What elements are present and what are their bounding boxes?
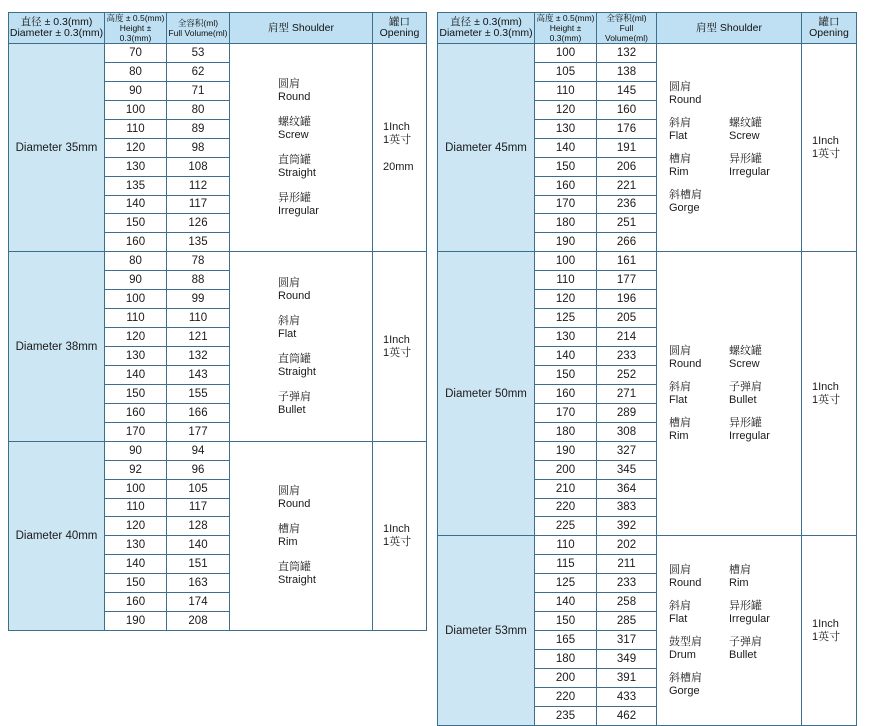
- height-cell: 105: [535, 62, 597, 81]
- volume-cell: 98: [167, 138, 230, 157]
- shoulder-item: [729, 381, 799, 407]
- height-cell: 120: [535, 290, 597, 309]
- shoulder-zh: 螺纹罐: [729, 116, 762, 129]
- height-cell: 120: [105, 517, 167, 536]
- shoulder-en: Rim: [278, 535, 298, 548]
- shoulder-en: Screw: [729, 357, 760, 370]
- shoulder-item: [669, 345, 729, 371]
- volume-cell: 71: [167, 81, 230, 100]
- volume-cell: 317: [597, 631, 657, 650]
- opening-line: 1Inch: [383, 333, 410, 346]
- shoulder-en: Flat: [669, 129, 688, 142]
- shoulder-grid: [657, 81, 801, 215]
- shoulder-cell: [657, 44, 802, 252]
- shoulder-en: Bullet: [729, 648, 757, 661]
- shoulder-item: [278, 116, 372, 142]
- left-spec-table: [8, 12, 427, 631]
- volume-cell: 110: [167, 309, 230, 328]
- header-row: [9, 13, 427, 44]
- shoulder-item: [729, 600, 799, 626]
- volume-cell: 271: [597, 384, 657, 403]
- height-cell: 110: [105, 309, 167, 328]
- height-cell: 120: [535, 100, 597, 119]
- volume-cell: 132: [167, 347, 230, 366]
- shoulder-item: [278, 561, 372, 587]
- shoulder-zh: 鼓型肩: [669, 635, 702, 648]
- height-cell: 160: [535, 176, 597, 195]
- shoulder-en: Screw: [278, 128, 309, 141]
- shoulder-item: [278, 154, 372, 180]
- opening-text: [373, 121, 426, 174]
- shoulder-zh: 槽肩: [669, 152, 691, 165]
- shoulder-grid: [657, 345, 801, 443]
- shoulder-zh: 异形罐: [278, 191, 311, 204]
- shoulder-zh: 异形罐: [729, 416, 762, 429]
- shoulder-item: [729, 564, 799, 590]
- height-cell: 170: [535, 403, 597, 422]
- volume-cell: 289: [597, 403, 657, 422]
- shoulder-en: Irregular: [729, 165, 770, 178]
- height-cell: 115: [535, 555, 597, 574]
- volume-cell: 308: [597, 422, 657, 441]
- shoulder-item: [729, 672, 799, 698]
- volume-cell: 94: [167, 441, 230, 460]
- shoulder-en: Rim: [669, 429, 689, 442]
- height-cell: 210: [535, 479, 597, 498]
- opening-cell: [373, 44, 427, 252]
- volume-cell: 266: [597, 233, 657, 252]
- table-row: [9, 441, 427, 460]
- volume-cell: 132: [597, 44, 657, 63]
- volume-cell: 99: [167, 290, 230, 309]
- shoulder-cell: [657, 252, 802, 536]
- shoulder-item: [669, 81, 729, 107]
- height-cell: 150: [105, 574, 167, 593]
- shoulder-item: [669, 564, 729, 590]
- shoulder-item: [278, 78, 372, 104]
- height-cell: 70: [105, 44, 167, 63]
- opening-text: [373, 334, 426, 360]
- shoulder-zh: 槽肩: [669, 416, 691, 429]
- volume-cell: 391: [597, 668, 657, 687]
- opening-gap: [383, 147, 426, 161]
- volume-cell: 135: [167, 233, 230, 252]
- volume-cell: 138: [597, 62, 657, 81]
- volume-cell: 233: [597, 574, 657, 593]
- height-cell: 160: [535, 384, 597, 403]
- height-cell: 200: [535, 668, 597, 687]
- volume-header: 全容积(ml) Full Volume(ml): [167, 13, 230, 44]
- height-cell: 120: [105, 328, 167, 347]
- header-row: [438, 13, 857, 44]
- volume-cell: 206: [597, 157, 657, 176]
- volume-cell: 258: [597, 593, 657, 612]
- volume-cell: 462: [597, 706, 657, 725]
- shoulder-item: [669, 600, 729, 626]
- height-cell: 110: [105, 119, 167, 138]
- height-cell: 150: [535, 365, 597, 384]
- shoulder-zh: 子弹肩: [729, 380, 762, 393]
- volume-cell: 392: [597, 517, 657, 536]
- table-row: [438, 252, 857, 271]
- right-spec-table: [437, 12, 857, 726]
- volume-cell: 327: [597, 441, 657, 460]
- volume-cell: 96: [167, 460, 230, 479]
- opening-line: 1英寸: [812, 147, 841, 160]
- height-cell: 110: [535, 271, 597, 290]
- shoulder-en: Round: [669, 357, 702, 370]
- shoulder-en: Straight: [278, 365, 316, 378]
- shoulder-zh: 斜肩: [278, 314, 300, 327]
- shoulder-item: [729, 189, 799, 215]
- shoulder-en: Rim: [729, 576, 749, 589]
- shoulder-item: [669, 417, 729, 443]
- volume-cell: 80: [167, 100, 230, 119]
- opening-cell: [802, 536, 857, 725]
- opening-line: 1Inch: [383, 522, 410, 535]
- volume-cell: 166: [167, 403, 230, 422]
- diameter-header: 直径 ± 0.3(mm) Diameter ± 0.3(mm): [438, 13, 535, 44]
- shoulder-en: Flat: [669, 393, 688, 406]
- shoulder-zh: 异形罐: [729, 152, 762, 165]
- diameter-cell: Diameter 40mm: [9, 441, 105, 630]
- height-cell: 140: [105, 555, 167, 574]
- shoulder-list: [230, 78, 372, 218]
- diameter-cell: Diameter 38mm: [9, 252, 105, 441]
- height-cell: 150: [535, 157, 597, 176]
- shoulder-en: Flat: [669, 612, 688, 625]
- volume-cell: 105: [167, 479, 230, 498]
- shoulder-item: [669, 189, 729, 215]
- height-header: 高度 ± 0.5(mm) Height ± 0.3(mm): [536, 13, 595, 43]
- shoulder-header: 肩型 Shoulder: [657, 13, 802, 44]
- shoulder-zh: 螺纹罐: [278, 115, 311, 128]
- opening-text: [802, 618, 856, 644]
- volume-cell: 345: [597, 460, 657, 479]
- height-cell: 125: [535, 309, 597, 328]
- shoulder-zh: 异形罐: [729, 599, 762, 612]
- shoulder-en: Round: [278, 497, 311, 510]
- volume-cell: 174: [167, 593, 230, 612]
- height-cell: 100: [535, 44, 597, 63]
- shoulder-zh: 直筒罐: [278, 560, 311, 573]
- shoulder-list: [230, 485, 372, 587]
- shoulder-zh: 圆肩: [669, 563, 691, 576]
- table-row: [9, 44, 427, 63]
- volume-cell: 433: [597, 687, 657, 706]
- shoulder-en: Round: [278, 90, 311, 103]
- volume-cell: 145: [597, 81, 657, 100]
- opening-header: 罐口 Opening: [373, 13, 427, 44]
- opening-line: 1英寸: [812, 630, 841, 643]
- height-cell: 235: [535, 706, 597, 725]
- height-cell: 220: [535, 687, 597, 706]
- height-cell: 160: [105, 403, 167, 422]
- height-cell: 90: [105, 271, 167, 290]
- volume-cell: 112: [167, 176, 230, 195]
- volume-cell: 155: [167, 384, 230, 403]
- shoulder-zh: 直筒罐: [278, 352, 311, 365]
- volume-cell: 160: [597, 100, 657, 119]
- shoulder-en: Round: [669, 576, 702, 589]
- volume-cell: 78: [167, 252, 230, 271]
- height-cell: 150: [105, 214, 167, 233]
- shoulder-item: [729, 345, 799, 371]
- shoulder-zh: 斜肩: [669, 116, 691, 129]
- volume-cell: 117: [167, 195, 230, 214]
- shoulder-en: Irregular: [729, 429, 770, 442]
- volume-cell: 285: [597, 612, 657, 631]
- shoulder-grid: [657, 564, 801, 698]
- height-cell: 92: [105, 460, 167, 479]
- shoulder-item: [729, 417, 799, 443]
- height-cell: 130: [105, 347, 167, 366]
- volume-cell: 62: [167, 62, 230, 81]
- volume-cell: 88: [167, 271, 230, 290]
- volume-cell: 108: [167, 157, 230, 176]
- table-row: [9, 252, 427, 271]
- shoulder-zh: 斜槽肩: [669, 671, 702, 684]
- shoulder-en: Irregular: [729, 612, 770, 625]
- table-row: [438, 536, 857, 555]
- diameter-cell: Diameter 35mm: [9, 44, 105, 252]
- height-cell: 180: [535, 214, 597, 233]
- opening-line: 1英寸: [383, 346, 412, 359]
- height-cell: 150: [105, 384, 167, 403]
- shoulder-en: Flat: [278, 327, 297, 340]
- height-cell: 110: [535, 536, 597, 555]
- shoulder-zh: 槽肩: [729, 563, 751, 576]
- height-cell: 200: [535, 460, 597, 479]
- shoulder-en: Screw: [729, 129, 760, 142]
- shoulder-zh: 圆肩: [669, 344, 691, 357]
- diameter-cell: Diameter 50mm: [438, 252, 535, 536]
- volume-cell: 53: [167, 44, 230, 63]
- height-cell: 225: [535, 517, 597, 536]
- volume-cell: 383: [597, 498, 657, 517]
- height-cell: 110: [535, 81, 597, 100]
- volume-cell: 211: [597, 555, 657, 574]
- shoulder-en: Straight: [278, 166, 316, 179]
- shoulder-item: [669, 636, 729, 662]
- height-cell: 130: [535, 328, 597, 347]
- opening-line: 1Inch: [383, 121, 410, 134]
- shoulder-item: [669, 153, 729, 179]
- shoulder-item: [278, 192, 372, 218]
- diameter-cell: Diameter 45mm: [438, 44, 535, 252]
- shoulder-cell: [230, 441, 373, 630]
- volume-cell: 251: [597, 214, 657, 233]
- shoulder-item: [729, 117, 799, 143]
- volume-cell: 128: [167, 517, 230, 536]
- volume-cell: 233: [597, 347, 657, 366]
- shoulder-zh: 直筒罐: [278, 153, 311, 166]
- shoulder-zh: 斜槽肩: [669, 188, 702, 201]
- volume-cell: 151: [167, 555, 230, 574]
- opening-text: [802, 381, 856, 407]
- height-cell: 170: [105, 422, 167, 441]
- volume-cell: 208: [167, 612, 230, 631]
- volume-cell: 143: [167, 365, 230, 384]
- volume-cell: 117: [167, 498, 230, 517]
- shoulder-item: [278, 391, 372, 417]
- shoulder-header: 肩型 Shoulder: [230, 13, 373, 44]
- diameter-cell: Diameter 53mm: [438, 536, 535, 725]
- shoulder-item: [278, 523, 372, 549]
- opening-line: 1Inch: [812, 134, 839, 147]
- shoulder-cell: [230, 252, 373, 441]
- opening-cell: [373, 441, 427, 630]
- opening-line: 1Inch: [812, 380, 839, 393]
- shoulder-en: Bullet: [278, 403, 306, 416]
- height-cell: 190: [105, 612, 167, 631]
- height-cell: 190: [535, 233, 597, 252]
- volume-cell: 196: [597, 290, 657, 309]
- height-cell: 125: [535, 574, 597, 593]
- shoulder-zh: 圆肩: [278, 77, 300, 90]
- opening-cell: [802, 44, 857, 252]
- height-cell: 140: [535, 347, 597, 366]
- height-cell: 100: [105, 100, 167, 119]
- shoulder-en: Bullet: [729, 393, 757, 406]
- volume-cell: 214: [597, 328, 657, 347]
- height-cell: 140: [535, 138, 597, 157]
- shoulder-zh: 圆肩: [278, 484, 300, 497]
- opening-header: 罐口 Opening: [802, 13, 857, 44]
- shoulder-item: [278, 485, 372, 511]
- opening-line: 1Inch: [812, 617, 839, 630]
- shoulder-cell: [230, 44, 373, 252]
- volume-cell: 161: [597, 252, 657, 271]
- volume-cell: 252: [597, 365, 657, 384]
- shoulder-en: Straight: [278, 573, 316, 586]
- shoulder-en: Drum: [669, 648, 696, 661]
- height-cell: 130: [105, 536, 167, 555]
- shoulder-en: Gorge: [669, 201, 700, 214]
- volume-cell: 126: [167, 214, 230, 233]
- height-cell: 130: [105, 157, 167, 176]
- shoulder-en: Rim: [669, 165, 689, 178]
- shoulder-zh: 斜肩: [669, 599, 691, 612]
- height-cell: 170: [535, 195, 597, 214]
- volume-cell: 191: [597, 138, 657, 157]
- shoulder-item: [729, 636, 799, 662]
- opening-cell: [373, 252, 427, 441]
- volume-cell: 163: [167, 574, 230, 593]
- shoulder-item: [278, 353, 372, 379]
- volume-cell: 177: [167, 422, 230, 441]
- shoulder-zh: 子弹肩: [278, 390, 311, 403]
- volume-cell: 121: [167, 328, 230, 347]
- volume-cell: 236: [597, 195, 657, 214]
- height-cell: 100: [105, 479, 167, 498]
- height-cell: 180: [535, 422, 597, 441]
- height-cell: 100: [535, 252, 597, 271]
- volume-cell: 202: [597, 536, 657, 555]
- height-cell: 90: [105, 441, 167, 460]
- shoulder-en: Irregular: [278, 204, 319, 217]
- shoulder-en: Gorge: [669, 684, 700, 697]
- height-cell: 190: [535, 441, 597, 460]
- volume-cell: 221: [597, 176, 657, 195]
- height-cell: 110: [105, 498, 167, 517]
- shoulder-zh: 斜肩: [669, 380, 691, 393]
- height-cell: 140: [105, 365, 167, 384]
- shoulder-en: Round: [669, 93, 702, 106]
- volume-cell: 205: [597, 309, 657, 328]
- volume-cell: 349: [597, 650, 657, 669]
- opening-text: [802, 135, 856, 161]
- shoulder-item: [669, 381, 729, 407]
- height-cell: 140: [535, 593, 597, 612]
- volume-cell: 89: [167, 119, 230, 138]
- height-header: 高度 ± 0.5(mm) Height ± 0.3(mm): [106, 13, 165, 43]
- height-cell: 160: [105, 593, 167, 612]
- height-cell: 160: [105, 233, 167, 252]
- shoulder-zh: 圆肩: [278, 276, 300, 289]
- shoulder-cell: [657, 536, 802, 725]
- opening-line: 1英寸: [383, 134, 412, 147]
- volume-cell: 364: [597, 479, 657, 498]
- shoulder-item: [669, 117, 729, 143]
- shoulder-item: [729, 153, 799, 179]
- height-cell: 90: [105, 81, 167, 100]
- opening-line: 1英寸: [383, 535, 412, 548]
- shoulder-item: [729, 81, 799, 107]
- height-cell: 150: [535, 612, 597, 631]
- height-cell: 80: [105, 252, 167, 271]
- shoulder-item: [669, 672, 729, 698]
- diameter-header: 直径 ± 0.3(mm) Diameter ± 0.3(mm): [9, 13, 105, 44]
- shoulder-zh: 圆肩: [669, 80, 691, 93]
- shoulder-item: [278, 277, 372, 303]
- volume-cell: 176: [597, 119, 657, 138]
- shoulder-zh: 螺纹罐: [729, 344, 762, 357]
- opening-text: [373, 523, 426, 549]
- volume-cell: 140: [167, 536, 230, 555]
- volume-header: 全容积(ml) Full Volume(ml): [597, 13, 657, 44]
- table-row: [438, 44, 857, 63]
- shoulder-zh: 子弹肩: [729, 635, 762, 648]
- opening-line: 1英寸: [812, 393, 841, 406]
- height-cell: 135: [105, 176, 167, 195]
- height-cell: 130: [535, 119, 597, 138]
- opening-cell: [802, 252, 857, 536]
- height-cell: 220: [535, 498, 597, 517]
- volume-cell: 177: [597, 271, 657, 290]
- shoulder-item: [278, 315, 372, 341]
- height-cell: 165: [535, 631, 597, 650]
- height-cell: 100: [105, 290, 167, 309]
- shoulder-en: Round: [278, 289, 311, 302]
- height-cell: 80: [105, 62, 167, 81]
- height-cell: 140: [105, 195, 167, 214]
- shoulder-list: [230, 277, 372, 417]
- opening-line: 20mm: [383, 161, 414, 174]
- height-cell: 120: [105, 138, 167, 157]
- height-cell: 180: [535, 650, 597, 669]
- shoulder-zh: 槽肩: [278, 522, 300, 535]
